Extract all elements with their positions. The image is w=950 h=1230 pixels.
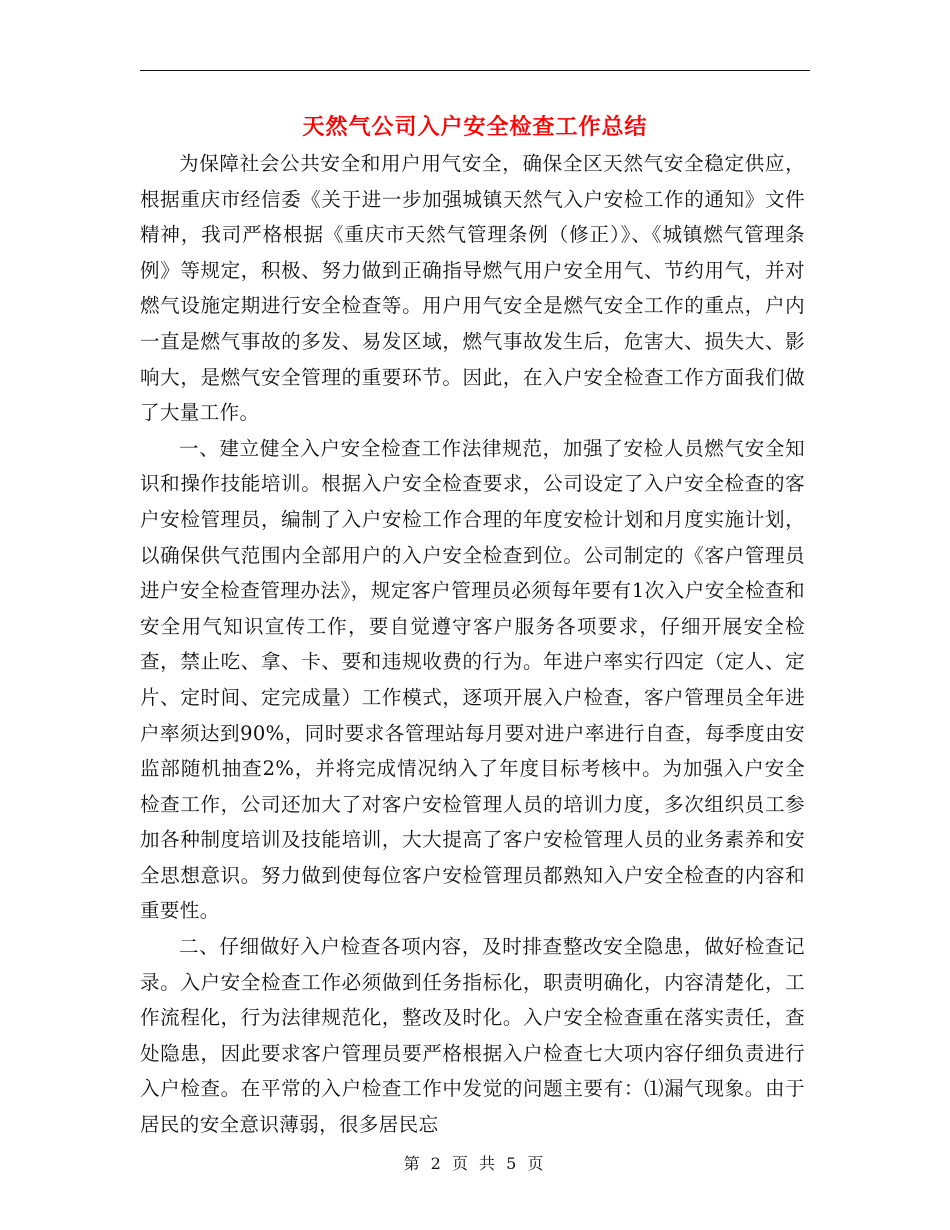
paragraph-section-1: 一、建立健全入户安全检查工作法律规范，加强了安检人员燃气安全知识和操作技能培训。根据入户安全检查要求，公司设定了入户安全检查的客户安检管理员，编制了入户安检工作合理的年度安检计划和月度实施计划，以确保供气范围内全部用户的入户安全检查到位。公司制定的《客户管理员进户安全检查管理办法》，规定客户管理员必须每年要有1次入户安全检查和安全用气知识宣传工作，要自觉遵守客户服务各项要求，仔细开展安全检查，禁止吃、拿、卡、要和违规收费的行为。年进户率实行四定（定人、定片、定时间、定完成量）工作模式，逐项开展入户检查，客户管理员全年进户率须达到90%，同时要求各管理站每月要对进户率进行自查，每季度由安监部随机抽查2%，并将完成情况纳入了年度目标考核中。为加强入户安全检查工作，公司还加大了对客户安检管理人员的培训力度，多次组织员工参加各种制度培训及技能培训，大大提高了客户安检管理人员的业务素养和安全思想意识。努力做到使每位客户安检管理员都熟知入户安全检查的内容和重要性。 [140,436,805,923]
page-number: 第 2 页 共 5 页 [403,1154,547,1173]
document-body [140,146,805,1143]
paragraph-section-2: 二、仔细做好入户检查各项内容，及时排查整改安全隐患，做好检查记录。入户安全检查工作必须做到任务指标化，职责明确化，内容清楚化，工作流程化，行为法律规范化，整改及时化。入户安全检查重在落实责任，查处隐患，因此要求客户管理员要严格根据入户检查七大项内容仔细负责进行入户检查。在平常的入户检查工作中发觉的问题主要有：⑴漏气现象。由于居民的安全意识薄弱，很多居民忘 [140,935,805,1137]
document-title: 天然气公司入户安全检查工作总结 [302,114,648,140]
paragraph-intro: 为保障社会公共安全和用户用气安全，确保全区天然气安全稳定供应，根据重庆市经信委《关于进一步加强城镇天然气入户安检工作的通知》文件精神，我司严格根据《重庆市天然气管理条例（修正）》、《城镇燃气管理条例》等规定，积极、努力做到正确指导燃气用户安全用气、节约用气，并对燃气设施定期进行安全检查等。用户用气安全是燃气安全工作的重点，户内一直是燃气事故的多发、易发区域，燃气事故发生后，危害大、损失大、影响大，是燃气安全管理的重要环节。因此，在入户安全检查工作方面我们做了大量工作。 [140,152,805,425]
header-rule [140,70,810,71]
